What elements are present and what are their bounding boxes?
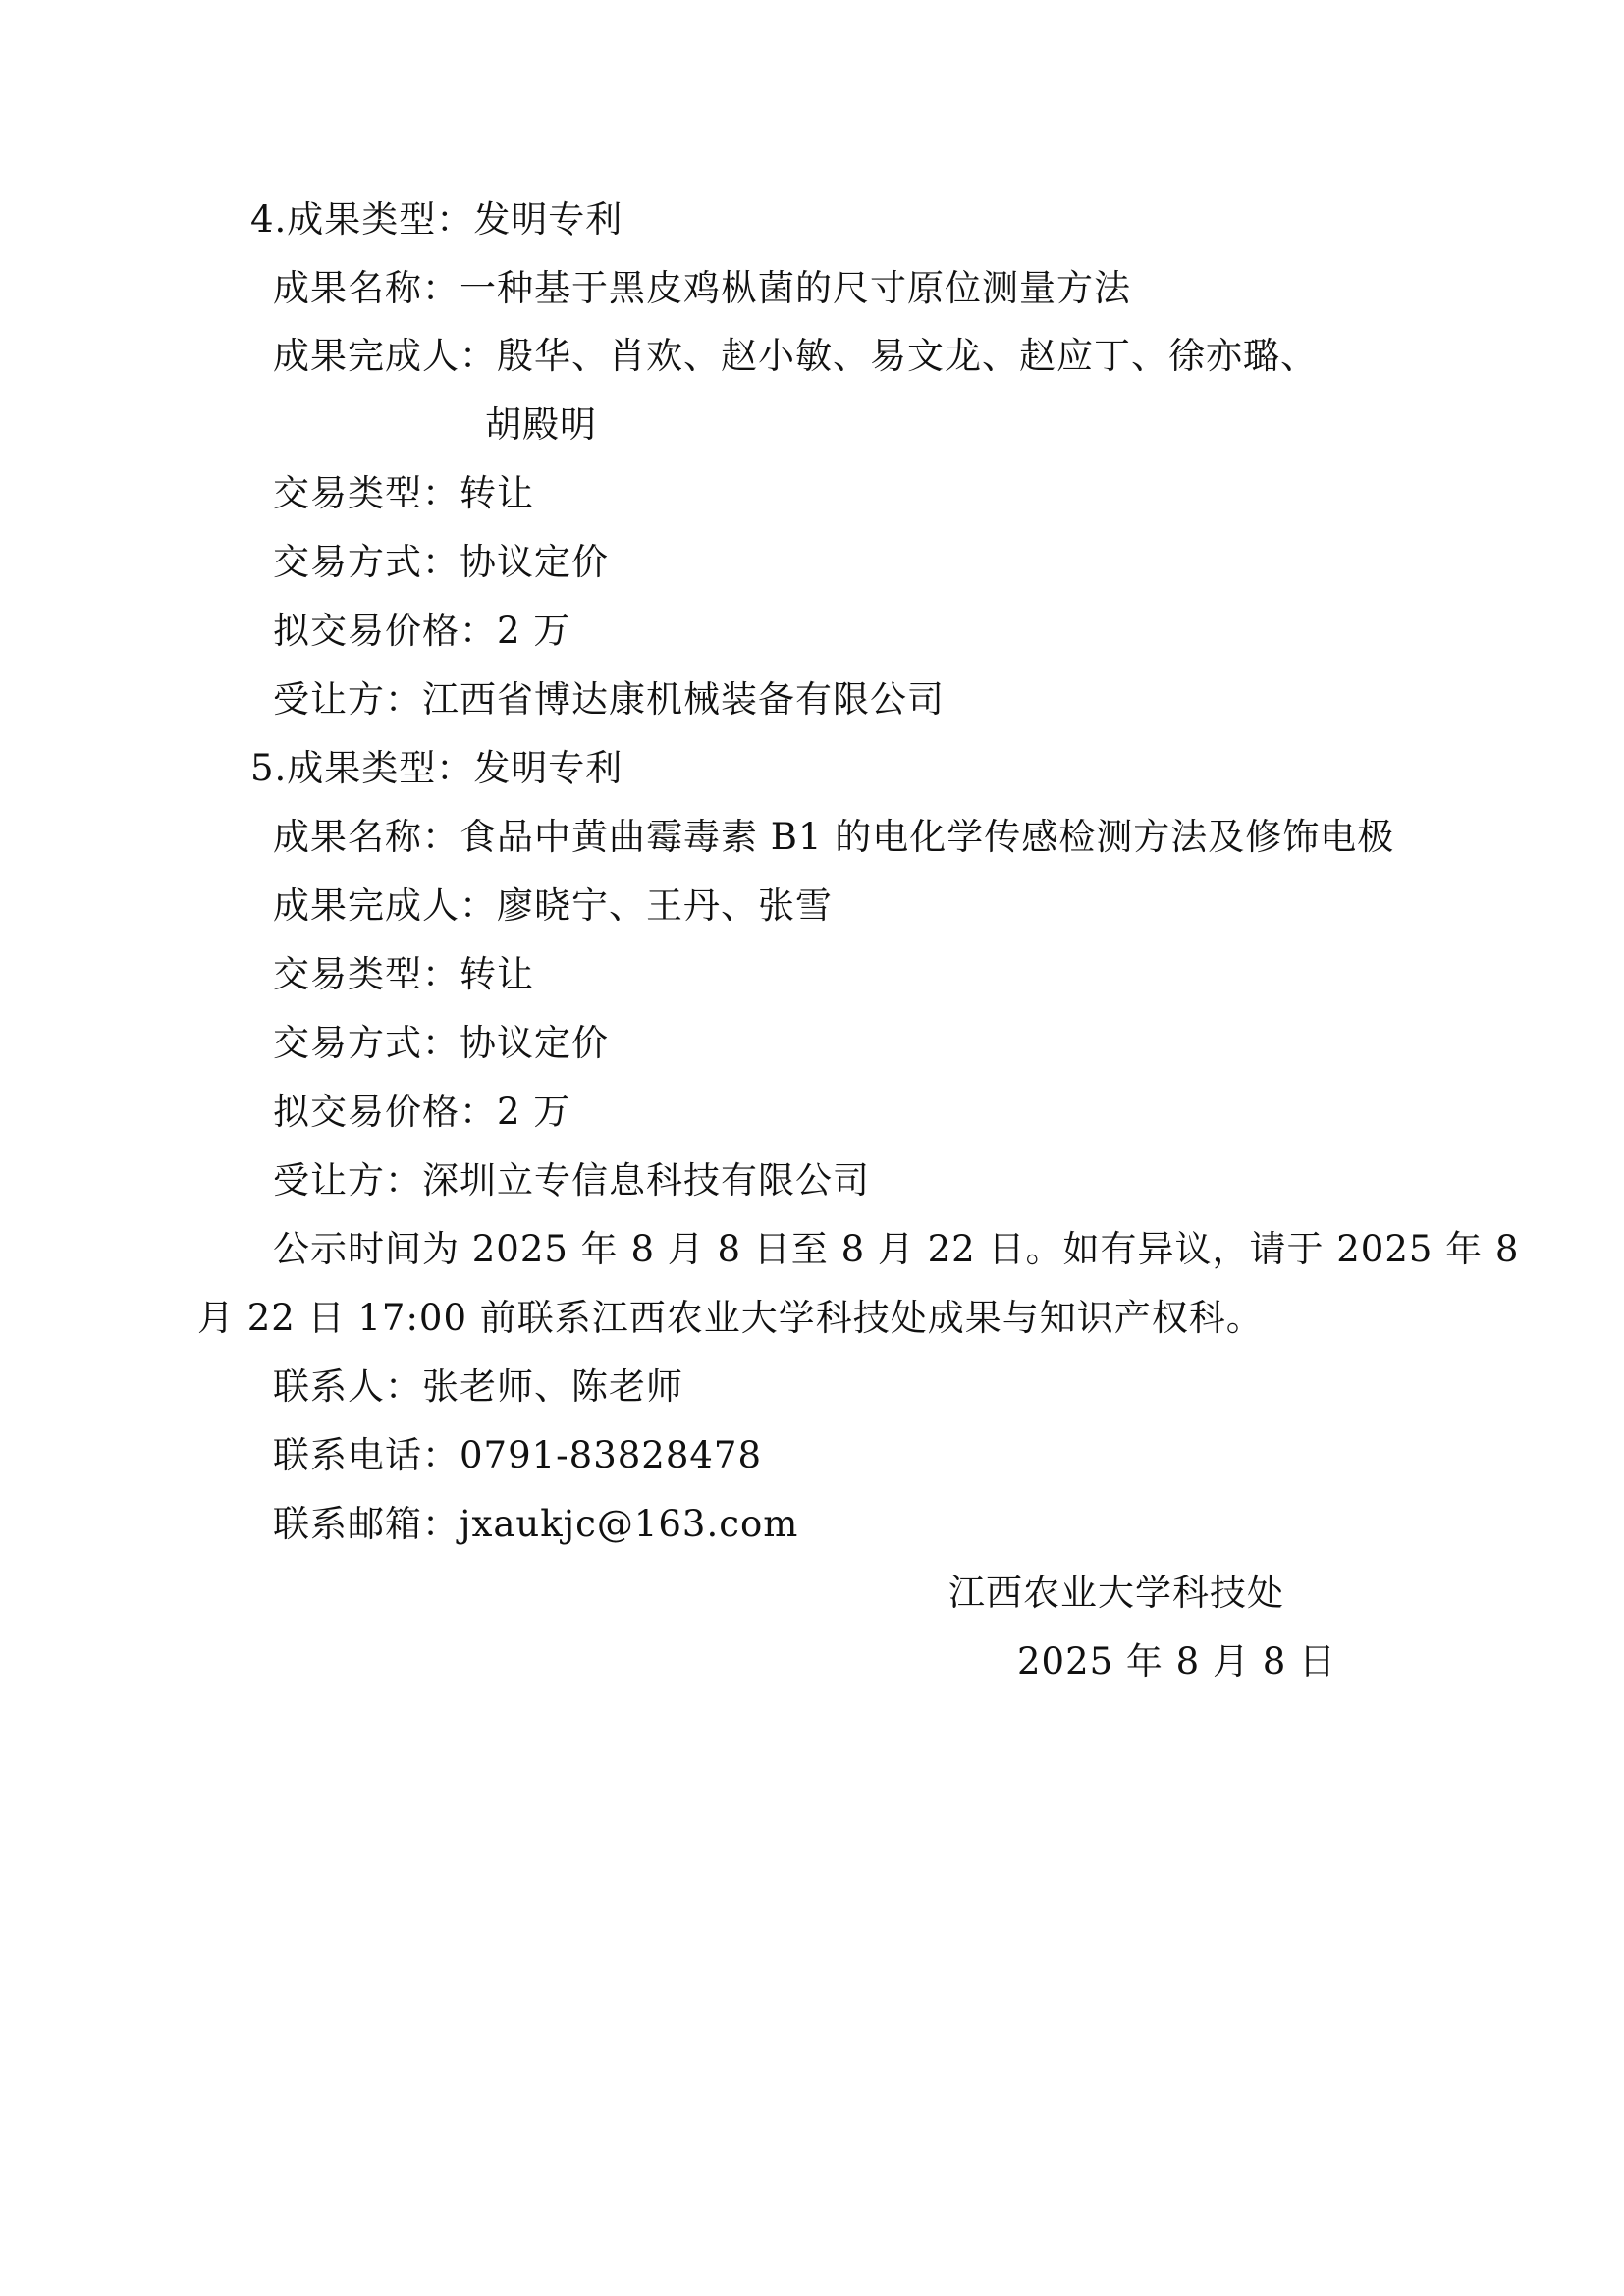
trade-method-label: 交易方式： <box>273 1022 460 1064</box>
contact-person-value: 张老师、陈老师 <box>422 1365 683 1408</box>
section-4-authors <box>273 333 1318 380</box>
section-4-authors-continued <box>485 401 597 449</box>
authors-label: 成果完成人： <box>273 884 497 927</box>
section-5-price <box>273 1089 570 1136</box>
price-label: 拟交易价格： <box>273 1091 497 1133</box>
assignee-label: 受让方： <box>273 1159 422 1201</box>
result-type-label: 5.成果类型： <box>250 747 474 789</box>
notice-line-2: 月 22 日 17:00 前联系江西农业大学科技处成果与知识产权科。 <box>197 1297 1264 1339</box>
authors-value: 廖晓宁、王丹、张雪 <box>497 884 833 927</box>
section-4-assignee <box>273 676 945 723</box>
signature-org: 江西农业大学科技处 <box>948 1572 1284 1614</box>
notice-line-1: 公示时间为 2025 年 8 月 8 日至 8 月 22 日。如有异议，请于 2025 年 8 <box>273 1228 1520 1270</box>
contact-person-label: 联系人： <box>273 1365 422 1408</box>
contact-phone-value: 0791-83828478 <box>460 1434 762 1476</box>
section-5-assignee <box>273 1157 870 1204</box>
result-name-label: 成果名称： <box>273 816 460 858</box>
contact-email-label: 联系邮箱： <box>273 1503 460 1545</box>
section-5-authors <box>273 882 833 930</box>
section-5-trade-type <box>273 951 534 998</box>
price-value: 2 万 <box>497 610 571 652</box>
price-value: 2 万 <box>497 1091 571 1133</box>
result-name-value: 食品中黄曲霉毒素 B1 的电化学传感检测方法及修饰电极 <box>460 816 1395 858</box>
section-4-name <box>273 265 1131 312</box>
result-name-value: 一种基于黑皮鸡枞菌的尺寸原位测量方法 <box>460 267 1131 309</box>
contact-phone-label: 联系电话： <box>273 1434 460 1476</box>
assignee-value: 深圳立专信息科技有限公司 <box>422 1159 870 1201</box>
authors-value-continued: 胡殿明 <box>485 403 597 446</box>
authors-value: 殷华、肖欢、赵小敏、易文龙、赵应丁、徐亦璐、 <box>497 335 1318 377</box>
result-type-label: 4.成果类型： <box>250 198 474 240</box>
contact-email-value: jxaukjc@163.com <box>460 1503 799 1545</box>
contact-phone <box>273 1432 762 1479</box>
section-5-name <box>273 814 1394 861</box>
trade-type-label: 交易类型： <box>273 953 460 995</box>
signature-date: 2025 年 8 月 8 日 <box>1017 1640 1337 1682</box>
section-5-trade-method <box>273 1020 609 1067</box>
result-type-value: 发明专利 <box>473 198 623 240</box>
trade-method-label: 交易方式： <box>273 541 460 583</box>
trade-method-value: 协议定价 <box>460 1022 609 1064</box>
section-4-trade-type <box>273 470 534 517</box>
assignee-label: 受让方： <box>273 678 422 721</box>
result-type-value: 发明专利 <box>473 747 623 789</box>
trade-method-value: 协议定价 <box>460 541 609 583</box>
authors-label: 成果完成人： <box>273 335 497 377</box>
section-4-heading <box>250 196 623 243</box>
trade-type-label: 交易类型： <box>273 472 460 514</box>
trade-type-value: 转让 <box>460 472 534 514</box>
price-label: 拟交易价格： <box>273 610 497 652</box>
result-name-label: 成果名称： <box>273 267 460 309</box>
section-4-price <box>273 608 570 655</box>
assignee-value: 江西省博达康机械装备有限公司 <box>422 678 945 721</box>
contact-email <box>273 1501 798 1548</box>
section-4-trade-method <box>273 539 609 586</box>
section-5-heading <box>250 745 623 792</box>
contact-person <box>273 1363 683 1411</box>
trade-type-value: 转让 <box>460 953 534 995</box>
